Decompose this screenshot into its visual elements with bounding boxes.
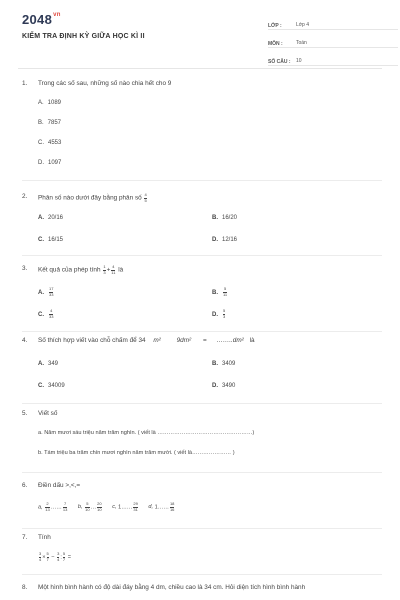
- option[interactable]: A. 20/16: [38, 215, 64, 221]
- option[interactable]: D. 1097: [38, 160, 62, 166]
- question-8: 8. Một hình bình hành có độ dài đáy bằng 4 dm, chiều cao là 34 cm. Hỏi diện tích hình bình hành: [22, 584, 306, 591]
- question-4: 4. Số thích hợp viết vào chỗ chấm để 34 m² 9dm² = ……..dm² là A. 349 B. 3409 C. 34009 D. 3490: [22, 337, 382, 405]
- question-7: 7. Tính $\frac{3}{4}$ × $\frac{5}{7}$ − $\frac{3}{4}$ : $\frac{5}{7}$ =: [22, 534, 382, 578]
- option[interactable]: C. 4553: [38, 140, 62, 146]
- question-1: 1. Trong các số sau, những số nào chia hết cho 9 A. 1089 B. 7857 C. 4553 D. 1097: [22, 80, 382, 185]
- exam-meta: [268, 14, 398, 68]
- option[interactable]: A. 349: [38, 361, 59, 367]
- meta-question-count: SỐ CÂU : 10: [268, 50, 398, 66]
- option[interactable]: C. $\frac{4}{33}$: [38, 308, 54, 319]
- meta-class: LỚP : Lớp 4: [268, 14, 398, 30]
- option[interactable]: D. 3490: [212, 383, 236, 389]
- option[interactable]: B. $\frac{5}{11}$: [212, 286, 228, 297]
- option[interactable]: A. 1089: [38, 100, 62, 106]
- question-3: 3. Kết quả của phép tính $\frac{1}{3}$ + $\frac{4}{11}$ là A. $\frac{17}{33}$ B. $\frac{5}{11}$ C. $\frac{4}{33}$ D. $\frac{5}{3}$: [22, 265, 382, 333]
- exam-title: KIỂM TRA ĐỊNH KỲ GIỮA HỌC KÌ II: [22, 33, 145, 40]
- question-2: 2. Phân số nào dưới đây bằng phân số $\frac{4}{5}$ A. 20/16 B. 16/20 C. 16/15 D. 12/16: [22, 193, 382, 258]
- option[interactable]: C. 34009: [38, 383, 65, 389]
- comparison-row[interactable]: a, $\frac{2}{13}$ …… $\frac{7}{13}$ b, $\frac{5}{10}$ … $\frac{20}{10}$ c, 1…… $\frac{29}{31}$ d, 1…… $\frac{18}{16}$: [38, 501, 175, 512]
- option[interactable]: D. $\frac{5}{3}$: [212, 308, 226, 319]
- answer-line-a[interactable]: a. Năm mươi sáu triệu năm trăm nghìn. ( viết là ……………………………………………): [38, 430, 255, 436]
- option[interactable]: B. 3409: [212, 361, 236, 367]
- exam-header: [18, 0, 382, 69]
- question-5: 5. Viết số a. Năm mươi sáu triệu năm trăm nghìn. ( viết là ……………………………………………) b. Tám triệu ba trăm chín mươi nghìn năm trăm mười. ( viết là………………… ): [22, 410, 382, 474]
- option[interactable]: B. 16/20: [212, 215, 238, 221]
- calculation-row[interactable]: $\frac{3}{4}$ × $\frac{5}{7}$ − $\frac{3}{4}$ : $\frac{5}{7}$ =: [39, 551, 71, 562]
- answer-line-b[interactable]: b. Tám triệu ba trăm chín mươi nghìn năm trăm mười. ( viết là………………… ): [38, 450, 235, 456]
- option[interactable]: A. $\frac{17}{33}$: [38, 286, 54, 297]
- option[interactable]: B. 7857: [38, 120, 62, 126]
- option[interactable]: C. 16/15: [38, 237, 64, 243]
- question-6: 6. Điền dấu >,<,= a, $\frac{2}{13}$ …… $\frac{7}{13}$ b, $\frac{5}{10}$ … $\frac{20}{10}$ c, 1…… $\frac{29}{31}$ d, 1…… $\frac{18}{16}$: [22, 482, 382, 532]
- meta-subject: MÔN : Toán: [268, 32, 398, 48]
- option[interactable]: D. 12/16: [212, 237, 238, 243]
- brand-logo: $2048^{vn}$: [22, 12, 61, 27]
